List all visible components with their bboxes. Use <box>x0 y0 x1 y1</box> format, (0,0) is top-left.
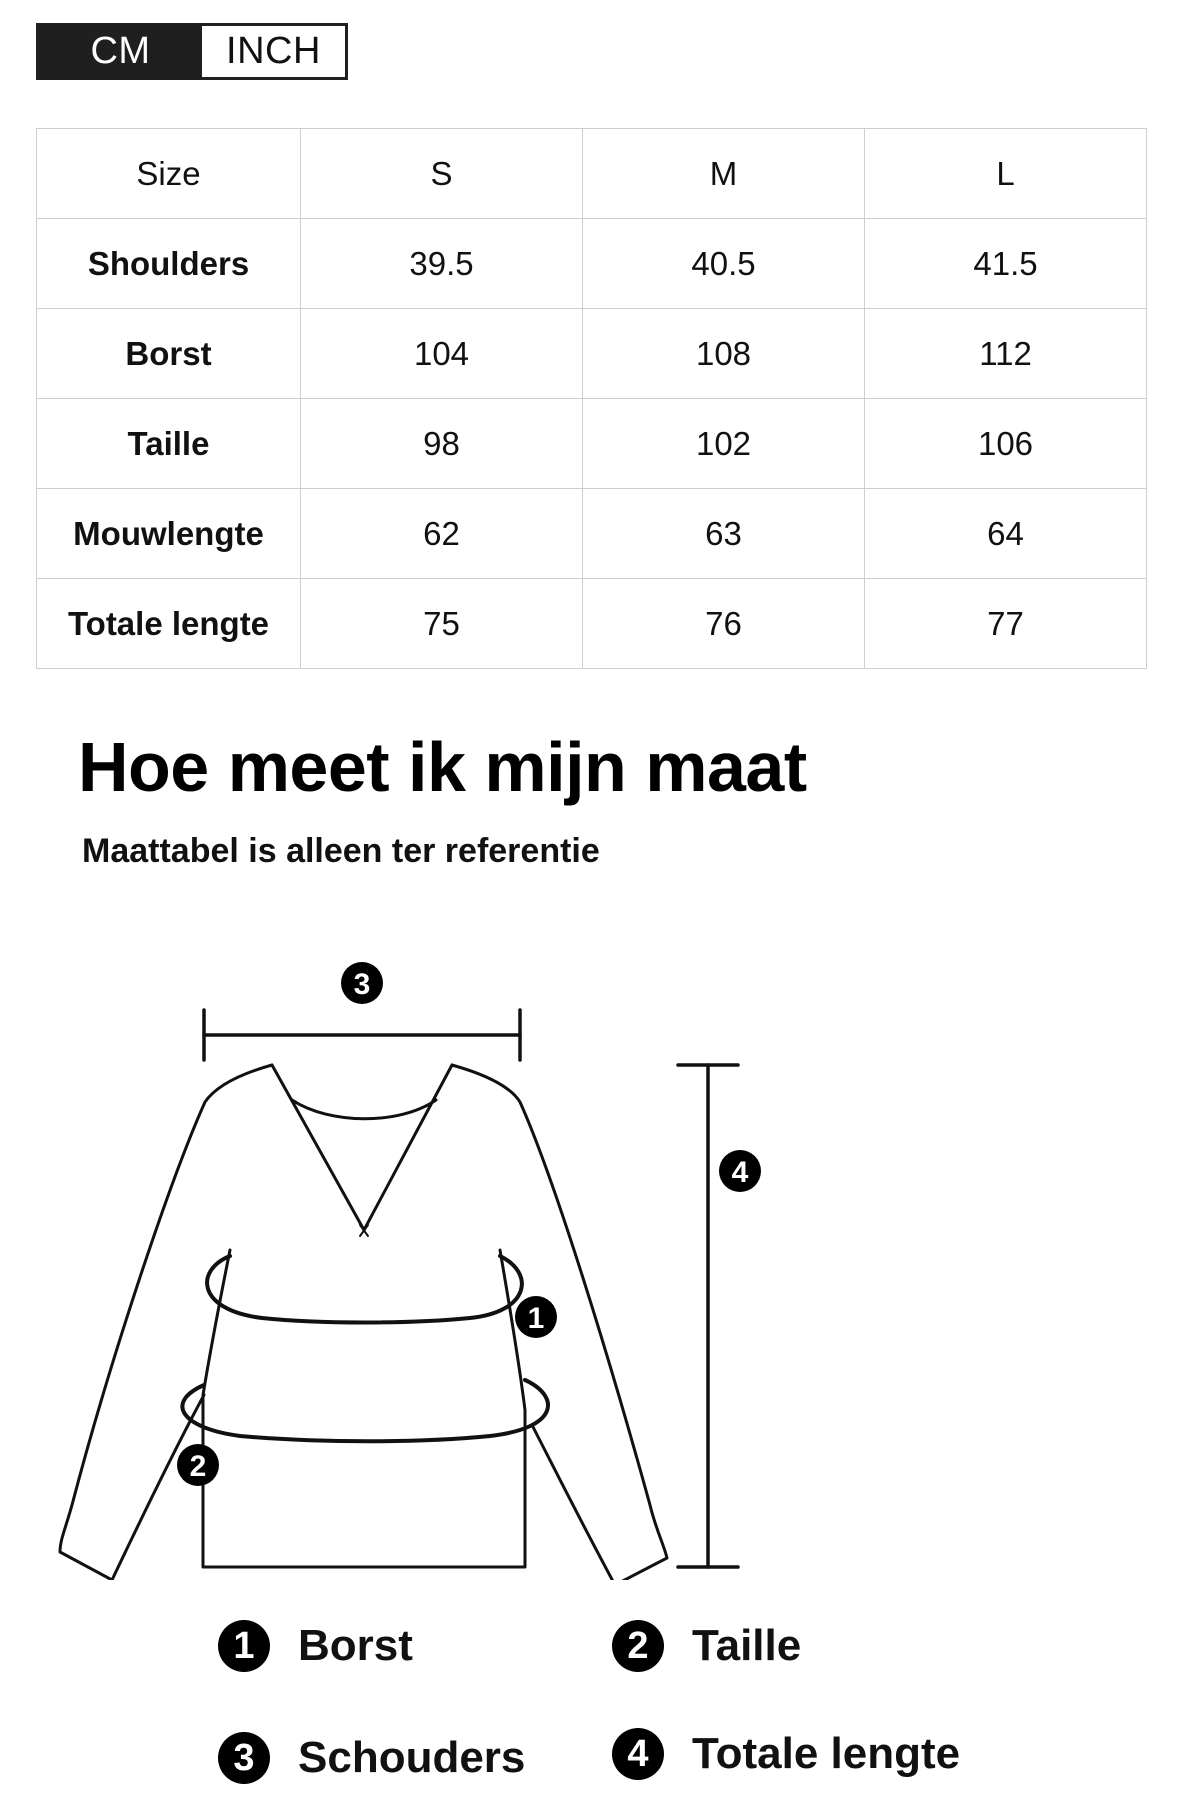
legend-item-taille <box>612 1620 801 1672</box>
table-row-label: Totale lengte <box>37 579 301 669</box>
table-cell: 41.5 <box>865 219 1147 309</box>
legend-label: Taille <box>692 1621 802 1670</box>
legend-number-badge: 3 <box>218 1732 270 1784</box>
table-cell: 63 <box>583 489 865 579</box>
legend-number-badge: 2 <box>612 1620 664 1672</box>
marker-1 <box>515 1296 557 1338</box>
chest-measure-curve <box>207 1256 522 1323</box>
size-table <box>36 128 1147 669</box>
table-header-cell: S <box>301 129 583 219</box>
legend-item-schouders <box>218 1732 525 1784</box>
table-cell: 108 <box>583 309 865 399</box>
table-header-cell: L <box>865 129 1147 219</box>
table-header-row <box>37 129 1147 219</box>
legend-label: Borst <box>298 1621 413 1670</box>
table-row <box>37 399 1147 489</box>
table-row-label: Mouwlengte <box>37 489 301 579</box>
table-row-label: Shoulders <box>37 219 301 309</box>
sweater-measurement-diagram <box>0 940 1179 1580</box>
legend-number-badge: 1 <box>218 1620 270 1672</box>
table-cell: 77 <box>865 579 1147 669</box>
length-measure-line <box>678 1065 738 1567</box>
table-cell: 102 <box>583 399 865 489</box>
table-cell: 98 <box>301 399 583 489</box>
table-cell: 76 <box>583 579 865 669</box>
table-cell: 75 <box>301 579 583 669</box>
legend-number-badge: 4 <box>612 1728 664 1780</box>
marker-2 <box>177 1444 219 1486</box>
svg-text:4: 4 <box>731 1156 749 1189</box>
table-row-label: Borst <box>37 309 301 399</box>
cm-unit-button[interactable]: CM <box>39 26 202 77</box>
shoulder-measure-line <box>204 1010 520 1060</box>
svg-text:2: 2 <box>189 1450 207 1483</box>
table-header-cell: M <box>583 129 865 219</box>
guide-title: Hoe meet ik mijn maat <box>78 728 807 806</box>
guide-subtitle: Maattabel is alleen ter referentie <box>82 832 600 870</box>
table-cell: 62 <box>301 489 583 579</box>
table-row <box>37 489 1147 579</box>
legend-label: Schouders <box>298 1733 526 1782</box>
table-cell: 39.5 <box>301 219 583 309</box>
marker-4 <box>719 1150 761 1192</box>
svg-text:1: 1 <box>527 1302 545 1335</box>
waist-measure-curve <box>182 1380 548 1441</box>
unit-toggle <box>36 23 348 80</box>
table-row <box>37 219 1147 309</box>
legend-item-totale-lengte <box>612 1728 960 1780</box>
svg-text:3: 3 <box>353 968 371 1001</box>
inch-unit-button[interactable]: INCH <box>202 26 345 77</box>
table-cell: 64 <box>865 489 1147 579</box>
table-row <box>37 309 1147 399</box>
table-cell: 112 <box>865 309 1147 399</box>
legend-label: Totale lengte <box>692 1729 961 1778</box>
table-row <box>37 579 1147 669</box>
legend-item-borst <box>218 1620 413 1672</box>
table-cell: 106 <box>865 399 1147 489</box>
table-cell: 40.5 <box>583 219 865 309</box>
marker-3 <box>341 962 383 1004</box>
table-header-cell: Size <box>37 129 301 219</box>
table-row-label: Taille <box>37 399 301 489</box>
table-cell: 104 <box>301 309 583 399</box>
